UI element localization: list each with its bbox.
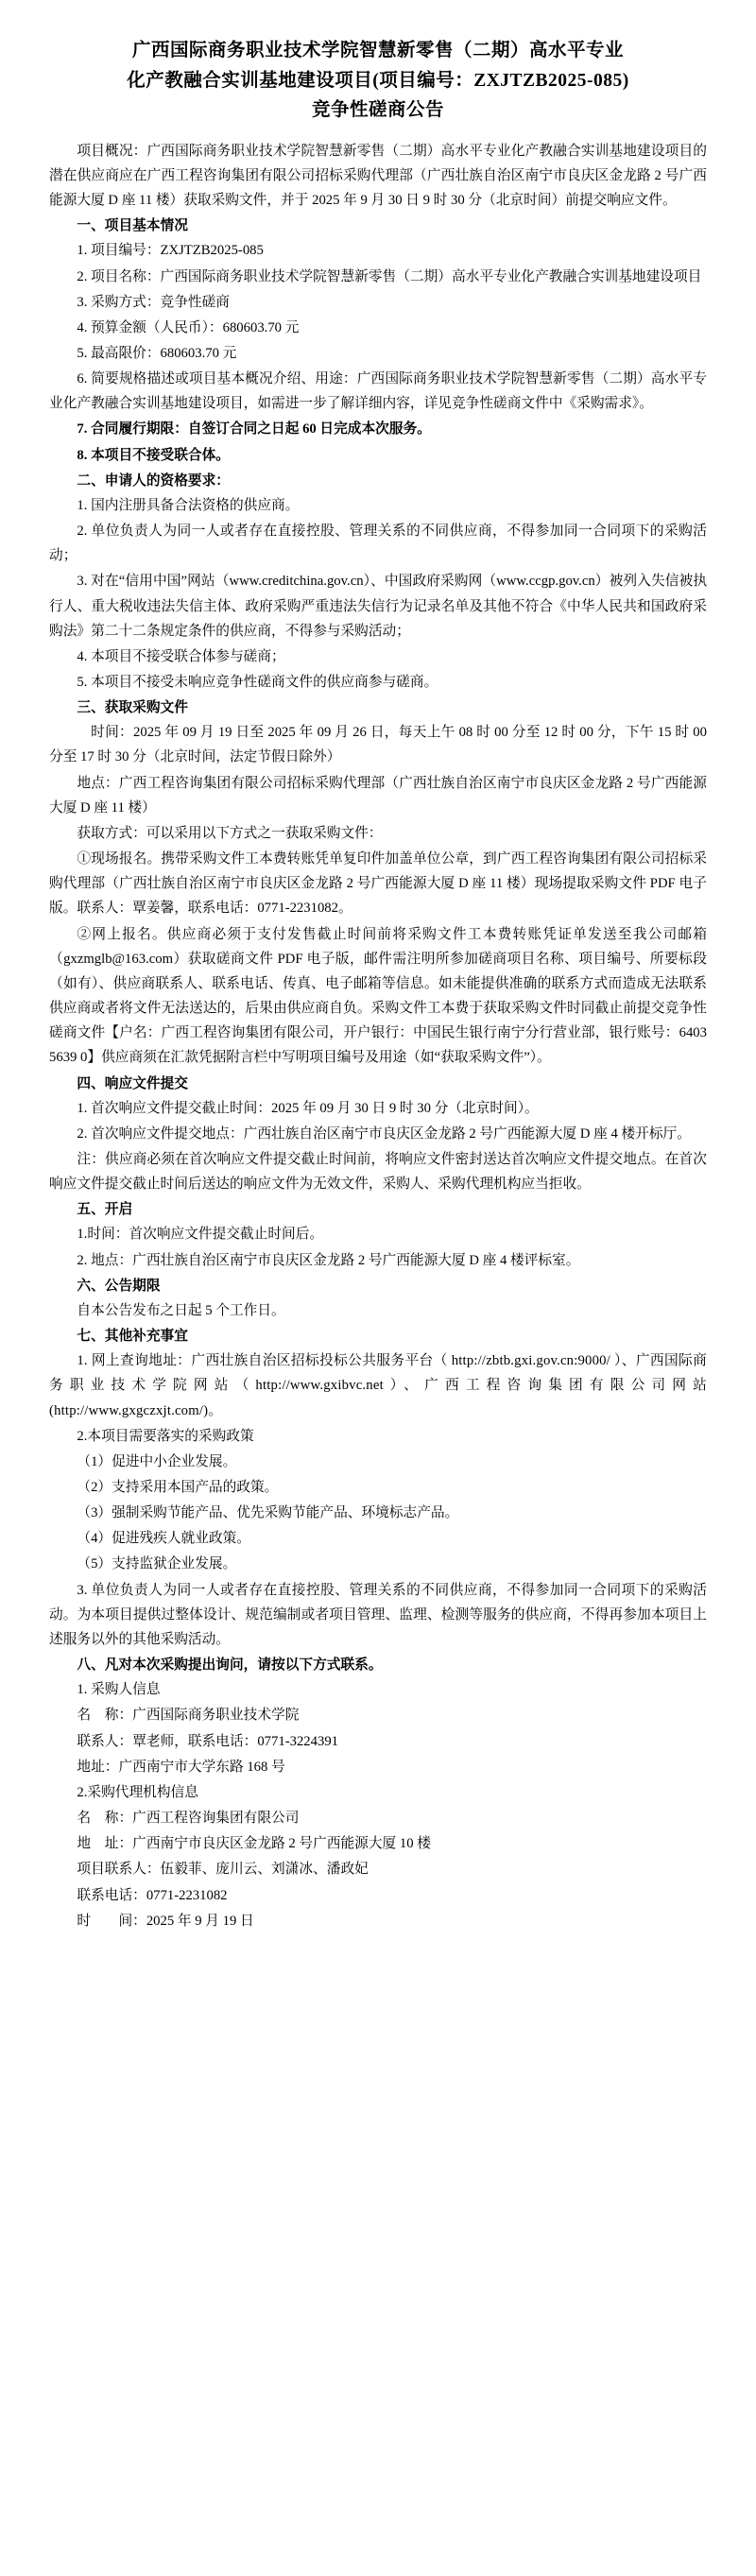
section-heading-1: 一、项目基本情况 — [77, 218, 188, 234]
section-1-para-4: 4. 预算金额（人民币）：680603.70 元 — [77, 319, 300, 335]
purchaser-name: 名 称：广西国际商务职业技术学院 — [77, 1708, 300, 1724]
section-4-para-3: 注：供应商必须在首次响应文件提交截止时间前，将响应文件密封送达首次响应文件提交地点。在首次响应文件提交截止时间后送达的响应文件为无效文件，采购人、采购代理机构应当拒收。 — [49, 1151, 707, 1193]
section-8-para-1: 1. 采购人信息 — [77, 1682, 161, 1698]
section-6-para-1: 自本公告发布之日起 5 个工作日。 — [77, 1302, 285, 1318]
section-3-para-2: 地点：广西工程咨询集团有限公司招标采购代理部（广西壮族自治区南宁市良庆区金龙路 2 号广西能源大厦 D 座 11 楼） — [49, 775, 707, 816]
section-2-para-2: 2. 单位负责人为同一人或者存在直接控股、管理关系的不同供应商，不得参加同一合同项下的采购活动； — [49, 524, 707, 564]
section-8-para-5: 2.采购代理机构信息 — [77, 1784, 198, 1800]
section-3-para-4: ①现场报名。携带采购文件工本费转账凭单复印件加盖单位公章，到广西工程咨询集团有限公司招标采购代理部（广西壮族自治区南宁市良庆区金龙路 2 号广西能源大厦 D 座 11 楼）现场提取采购文件 PDF 电子版。联系人：覃姜馨，联系电话：0771-2231082。 — [49, 851, 707, 917]
section-4-para-2: 2. 首次响应文件提交地点：广西壮族自治区南宁市良庆区金龙路 2 号广西能源大厦 D 座 4 楼开标厅。 — [77, 1125, 691, 1142]
section-1-para-5: 5. 最高限价：680603.70 元 — [77, 345, 237, 361]
section-2-para-1: 1. 国内注册具备合法资格的供应商。 — [77, 497, 300, 513]
title-line-1: 广西国际商务职业技术学院智慧新零售（二期）高水平专业 — [131, 41, 624, 60]
agency-name: 名 称：广西工程咨询集团有限公司 — [77, 1811, 300, 1827]
section-heading-5: 五、开启 — [77, 1202, 133, 1218]
section-7-para-3: （1）促进中小企业发展。 — [77, 1453, 237, 1469]
section-heading-4: 四、响应文件提交 — [77, 1075, 188, 1091]
purchaser-address: 地址：广西南宁市大学东路 168 号 — [77, 1759, 285, 1775]
section-2-para-5: 5. 本项目不接受未响应竞争性磋商文件的供应商参与磋商。 — [77, 675, 438, 691]
section-7-para-6: （4）促进残疾人就业政策。 — [77, 1531, 250, 1547]
section-7-para-7: （5）支持监狱企业发展。 — [77, 1556, 237, 1572]
section-1-para-1: 1. 项目编号：ZXJTZB2025-085 — [77, 243, 264, 259]
section-4-para-1: 1. 首次响应文件提交截止时间：2025 年 09 月 30 日 9 时 30 分（北京时间）。 — [77, 1100, 539, 1116]
section-7-para-2: 2.本项目需要落实的采购政策 — [77, 1428, 254, 1444]
section-1-para-3: 3. 采购方式：竞争性磋商 — [77, 294, 230, 310]
section-1-para-8: 8. 本项目不接受联合体。 — [77, 447, 230, 463]
section-7-para-1: 1. 网上查询地址：广西壮族自治区招标投标公共服务平台（ http://zbtb.gxi.gov.cn:9000/ ）、广西国际商务职业技术学院网站（http://www.gxibvc.net）、广西工程咨询集团有限公司网站(http://www.gxgczxjt.com/)。 — [49, 1353, 707, 1418]
page-title — [49, 36, 707, 126]
section-heading-2: 二、申请人的资格要求： — [77, 472, 230, 489]
section-heading-7: 七、其他补充事宜 — [77, 1329, 188, 1345]
section-1-para-6: 6. 简要规格描述或项目基本概况介绍、用途：广西国际商务职业技术学院智慧新零售（二期）高水平专业化产教融合实训基地建设项目，如需进一步了解详细内容，详见竞争性磋商文件中《采购需求》。 — [49, 371, 707, 412]
section-7-para-5: （3）强制采购节能产品、优先采购节能产品、环境标志产品。 — [77, 1505, 459, 1521]
section-7-para-4: （2）支持采用本国产品的政策。 — [77, 1480, 279, 1496]
section-3-para-1: 时间：2025 年 09 月 19 日至 2025 年 09 月 26 日，每天上午 08 时 00 分至 12 时 00 分，下午 15 时 00 分至 17 时 30 分（北京时间，法定节假日除外） — [49, 725, 707, 765]
section-heading-8: 八、凡对本次采购提出询问，请按以下方式联系。 — [77, 1657, 383, 1674]
project-contacts: 项目联系人：伍毅菲、庞川云、刘潇冰、潘政妃 — [77, 1862, 369, 1878]
section-1-para-2: 2. 项目名称：广西国际商务职业技术学院智慧新零售（二期）高水平专业化产教融合实训基地建设项目 — [77, 268, 702, 284]
section-5-para-1: 1.时间：首次响应文件提交截止时间后。 — [77, 1227, 324, 1243]
section-3-para-3: 获取方式：可以采用以下方式之一获取采购文件： — [77, 825, 383, 841]
section-2-para-4: 4. 本项目不接受联合体参与磋商； — [77, 648, 285, 664]
section-7-para-8: 3. 单位负责人为同一人或者存在直接控股、管理关系的不同供应商，不得参加同一合同项下的采购活动。为本项目提供过整体设计、规范编制或者项目管理、监理、检测等服务的供应商，不得再参加本项目上述服务以外的其他采购活动。 — [49, 1582, 707, 1647]
agency-address: 地 址：广西南宁市良庆区金龙路 2 号广西能源大厦 10 楼 — [77, 1836, 431, 1852]
agency-phone: 联系电话：0771-2231082 — [77, 1887, 228, 1903]
section-heading-6: 六、公告期限 — [77, 1278, 161, 1294]
section-3-para-5: ②网上报名。供应商必须于支付发售截止时间前将采购文件工本费转账凭证单发送至我公司邮箱（gxzmglb@163.com）获取磋商文件 PDF 电子版，邮件需注明所参加磋商项目名称、项目编号、所要标段（如有）、供应商联系人、联系电话、传真、电子邮箱等信息。如未能提供准确的联系方式而造成无法联系供应商或者将文件无法送达的，后果由供应商自负。采购文件工本费于获取采购文件时同截止前提交竞争性磋商文件【户名：广西工程咨询集团有限公司，开户银行：中国民生银行南宁分行营业部，银行账号：6403 5639 0】供应商须在汇款凭据附言栏中写明项目编号及用途（如“获取采购文件”）。 — [49, 926, 707, 1066]
section-2-para-3: 3. 对在“信用中国”网站（www.creditchina.gov.cn）、中国政府采购网（www.ccgp.gov.cn）被列入失信被执行人、重大税收违法失信主体、政府采购严重违法失信行为记录名单及其他不符合《中华人民共和国政府采购法》第二十二条规定条件的供应商，不得参与采购活动； — [49, 574, 707, 639]
publish-date: 时 间：2025 年 9 月 19 日 — [77, 1913, 254, 1929]
title-line-3: 竞争性磋商公告 — [311, 100, 444, 121]
title-line-2: 化产教融合实训基地建设项目(项目编号：ZXJTZB2025-085) — [127, 70, 629, 91]
purchaser-contact: 联系人：覃老师，联系电话：0771-3224391 — [77, 1733, 339, 1749]
section-1-para-7: 7. 合同履行期限：自签订合同之日起 60 日完成本次服务。 — [77, 421, 431, 438]
section-5-para-2: 2. 地点：广西壮族自治区南宁市良庆区金龙路 2 号广西能源大厦 D 座 4 楼评标室。 — [77, 1252, 580, 1268]
section-heading-3: 三、获取采购文件 — [77, 700, 188, 716]
intro-paragraph: 项目概况：广西国际商务职业技术学院智慧新零售（二期）高水平专业化产教融合实训基地建设项目的潜在供应商应在广西工程咨询集团有限公司招标采购代理部（广西壮族自治区南宁市良庆区金龙路 2 号广西能源大厦 D 座 11 楼）获取采购文件，并于 2025 年 9 月 30 日 9 时 30 分（北京时间）前提交响应文件。 — [49, 143, 707, 209]
